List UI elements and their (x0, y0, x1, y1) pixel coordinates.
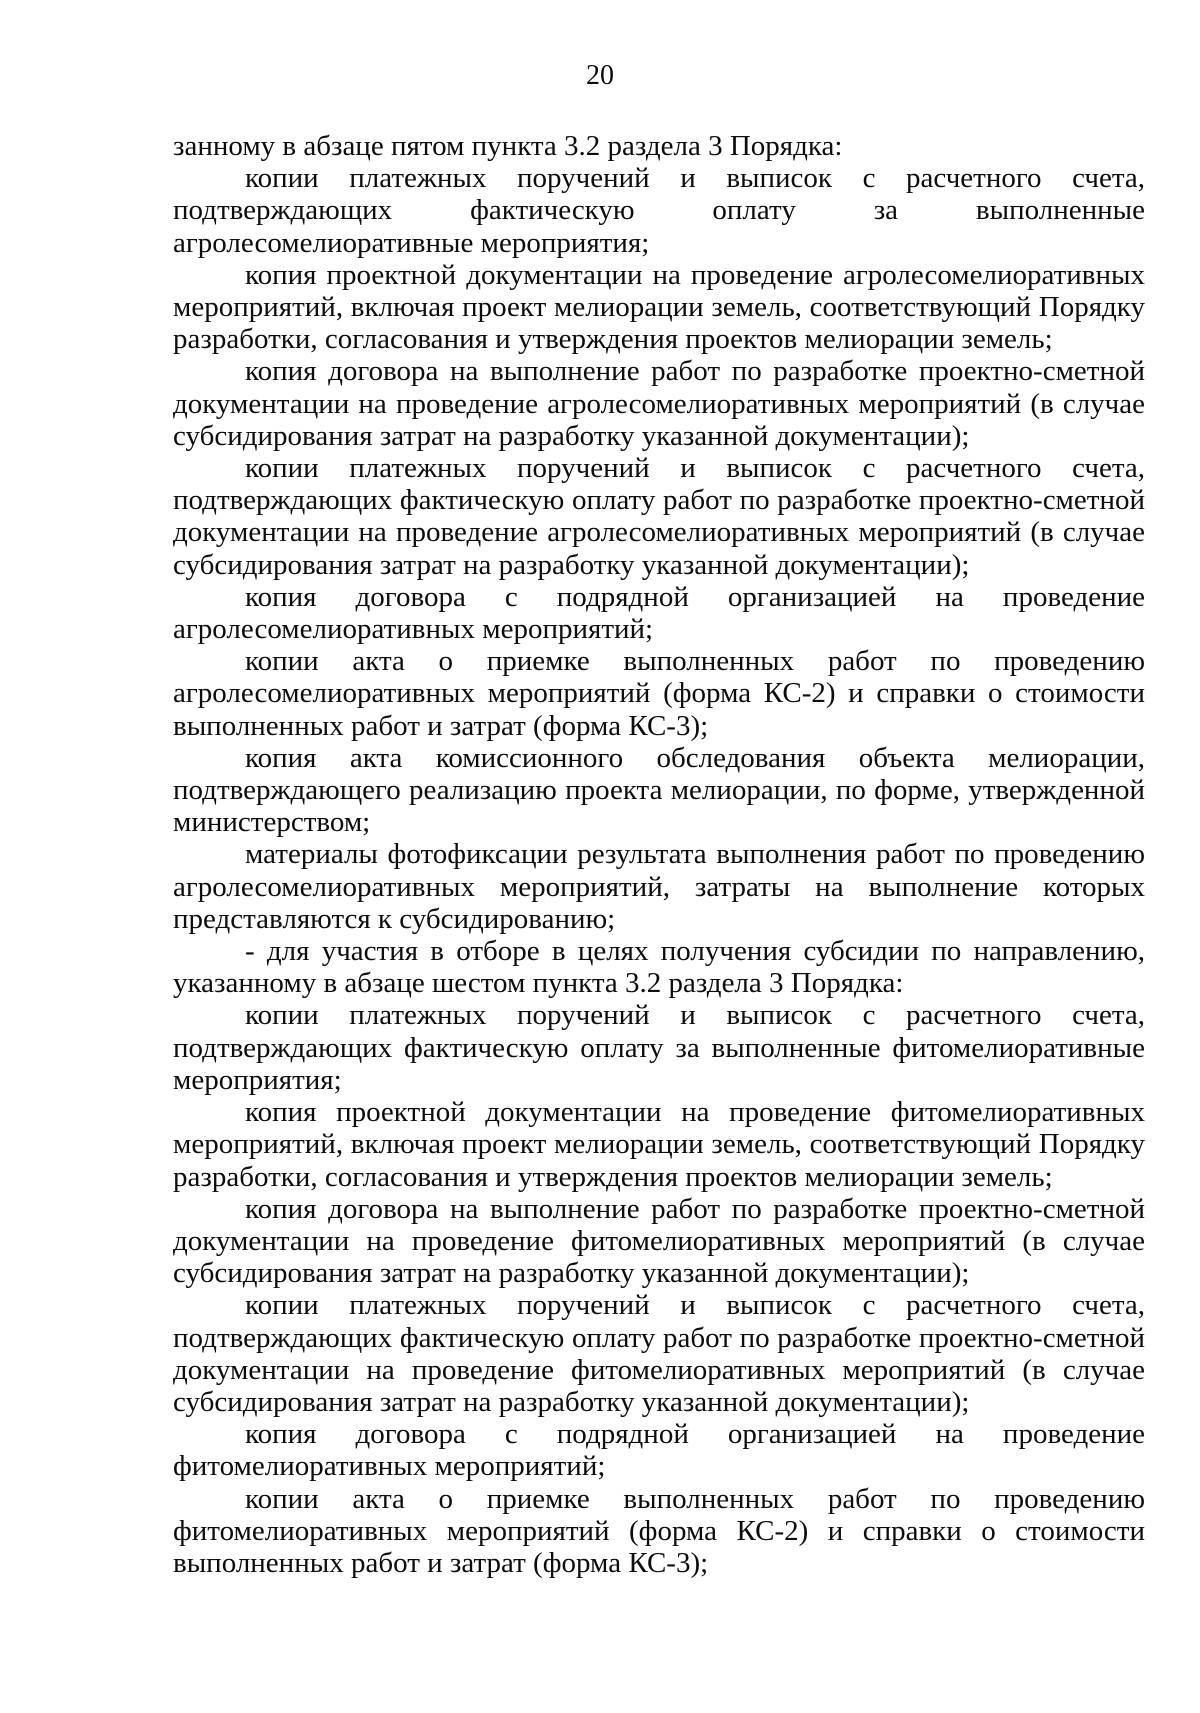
paragraph: копии платежных поручений и выписок с расчетного счета, подтверждающих фактическую оплату за выполненные фитомелиоративные мероприятия; (173, 999, 1145, 1096)
paragraph: занному в абзаце пятом пункта 3.2 раздела 3 Порядка: (173, 130, 843, 162)
paragraph: материалы фотофиксации результата выполнения работ по проведению агролесомелиоративных мероприятий, затраты на выполнение которых представляются к субсидированию; (173, 838, 1145, 935)
page-number: 20 (586, 60, 614, 91)
paragraph: копии платежных поручений и выписок с расчетного счета, подтверждающих фактическую оплату за выполненные агролесомелиоративные мероприятия; (173, 162, 1145, 259)
paragraph: копии платежных поручений и выписок с расчетного счета, подтверждающих фактическую оплату работ по разработке проектно-сметной документации на проведение фитомелиоративных мероприятий (в случае субсидирования затрат на разработку указанной документации); (173, 1289, 1145, 1418)
paragraph: копия проектной документации на проведение фитомелиоративных мероприятий, включая проект мелиорации земель, соответствующий Порядку разработки, согласования и утверждения проектов мелиорации земель; (173, 1096, 1145, 1193)
paragraph: копия договора на выполнение работ по разработке проектно-сметной документации на проведение фитомелиоративных мероприятий (в случае субсидирования затрат на разработку указанной документации); (173, 1192, 1145, 1290)
paragraph: копия договора на выполнение работ по разработке проектно-сметной документации на проведение агролесомелиоративных мероприятий (в случае субсидирования затрат на разработку указанной документации); (173, 355, 1145, 452)
paragraph: копии платежных поручений и выписок с расчетного счета, подтверждающих фактическую оплату работ по разработке проектно-сметной документации на проведение агролесомелиоративных мероприятий (в случае субсидирования затрат на разработку указанной документации); (173, 452, 1145, 581)
paragraph: копии акта о приемке выполненных работ по проведению агролесомелиоративных мероприятий (форма КС-2) и справки о стоимости выполненных работ и затрат (форма КС-3); (173, 645, 1145, 742)
paragraph: - для участия в отборе в целях получения субсидии по направлению, указанному в абзаце шестом пункта 3.2 раздела 3 Порядка: (173, 935, 1145, 1000)
paragraph: копии акта о приемке выполненных работ по проведению фитомелиоративных мероприятий (форма КС-2) и справки о стоимости выполненных работ и затрат (форма КС-3); (173, 1482, 1145, 1579)
paragraph: копия акта комиссионного обследования объекта мелиорации, подтверждающего реализацию проекта мелиорации, по форме, утвержденной министерством; (173, 741, 1145, 839)
paragraph: копия договора с подрядной организацией на проведение агролесомелиоративных мероприятий; (173, 580, 1145, 646)
paragraph: копия проектной документации на проведение агролесомелиоративных мероприятий, включая проект мелиорации земель, соответствующий Порядку разработки, согласования и утверждения проектов мелиорации земель; (173, 258, 1145, 356)
document-body (173, 130, 1145, 1579)
paragraph: копия договора с подрядной организацией на проведение фитомелиоративных мероприятий; (173, 1418, 1145, 1483)
